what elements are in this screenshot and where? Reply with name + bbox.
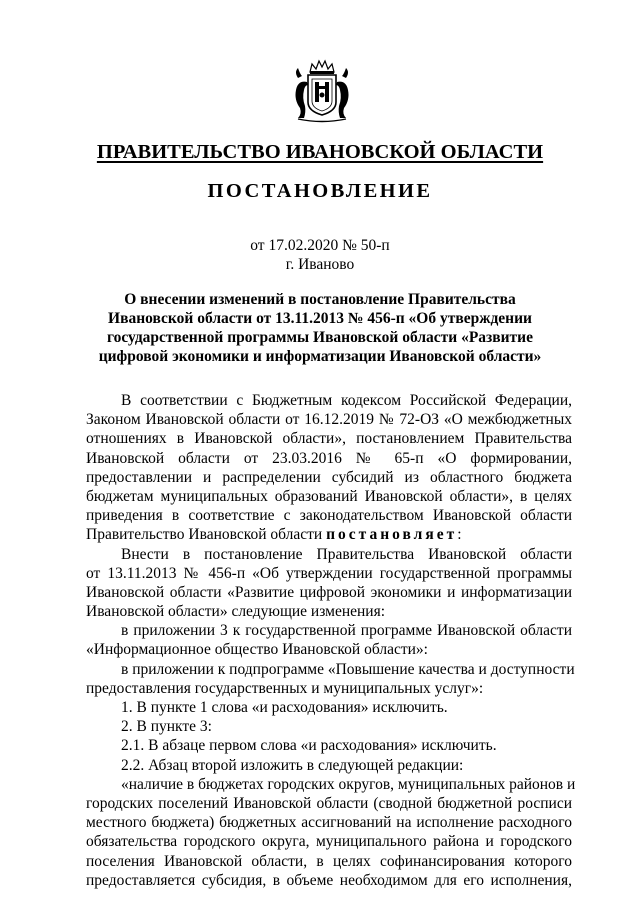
body-line: бюджетам муниципальных образований Ивановской области», в целях	[86, 487, 572, 505]
body-line: предоставляется субсидия, в объеме необходимом для его исполнения,	[86, 871, 572, 889]
body-line: предоставления государственных и муниципальных услуг»:	[86, 679, 484, 697]
body-line: 1. В пункте 1 слова «и расходования» исключить.	[121, 699, 448, 716]
body-line: городских поселений Ивановской области (сводной бюджетной росписи	[86, 794, 572, 812]
body-line: Законом Ивановской области от 16.12.2019 № 72-ОЗ «О межбюджетных	[86, 411, 572, 429]
body-line: Ивановской области от 23.03.2016 № 65-п «О формировании,	[86, 449, 572, 467]
body-line: Внести в постановление Правительства Ивановской области	[121, 545, 572, 563]
resolution-word: постановляет	[326, 526, 458, 544]
body-line: приведения в соответствие с законодательством Ивановской области	[86, 507, 572, 525]
body-line: в приложении к подпрограмме «Повышение качества и доступности	[121, 660, 575, 678]
body-line: «Информационное общество Ивановской области»:	[86, 641, 428, 659]
document-date-number: от 17.02.2020 № 50-п	[250, 237, 390, 254]
body-line: от 13.11.2013 № 456-п «Об утверждении государственной программы	[86, 564, 572, 582]
body-line: отношениях в Ивановской области», постановлением Правительства	[86, 430, 572, 448]
body-line: поселения Ивановской области, в целях софинансирования которого	[86, 852, 572, 870]
organization-title: ПРАВИТЕЛЬСТВО ИВАНОВСКОЙ ОБЛАСТИ	[96, 141, 544, 163]
heading-line: О внесении изменений в постановление Правительства	[124, 291, 516, 308]
body-line: местного бюджета) бюджетных ассигнований на исполнение расходного	[86, 814, 572, 832]
body-line: 2.1. В абзаце первом слова «и расходования» исключить.	[121, 737, 497, 755]
coat-of-arms-icon	[290, 58, 354, 124]
body-line	[86, 525, 572, 544]
body-line: 2. В пункте 3:	[121, 718, 212, 736]
body-line: в приложении 3 к государственной программе Ивановской области	[121, 622, 572, 640]
body-line: «наличие в бюджетах городских округов, муниципальных районов и	[121, 775, 576, 793]
body-text: :	[457, 526, 462, 544]
document-type: ПОСТАНОВЛЕНИЕ	[207, 180, 433, 202]
body-line: 2.2. Абзац второй изложить в следующей редакции:	[121, 756, 464, 774]
body-line: Ивановской области «Развитие цифровой экономики и информатизации	[86, 583, 572, 601]
body-line: В соответствии с Бюджетным кодексом Российской Федерации,	[121, 392, 572, 409]
body-line: предоставлении и распределении субсидий из областного бюджета	[86, 468, 572, 486]
body-line: Ивановской области» следующие изменения:	[86, 603, 386, 621]
heading-line: государственной программы Ивановской области «Развитие	[106, 329, 533, 346]
body-line: обязательства городского округа, муниципального района и городского	[86, 833, 572, 851]
document-body	[86, 391, 576, 890]
heading-line: цифровой экономики и информатизации Ивановской области»	[98, 348, 542, 365]
body-text: Правительство Ивановской области	[86, 526, 327, 544]
document-heading	[92, 290, 548, 366]
heading-line: Ивановской области от 13.11.2013 № 456-п «Об утверждении	[108, 310, 532, 327]
document-place: г. Иваново	[285, 256, 355, 273]
